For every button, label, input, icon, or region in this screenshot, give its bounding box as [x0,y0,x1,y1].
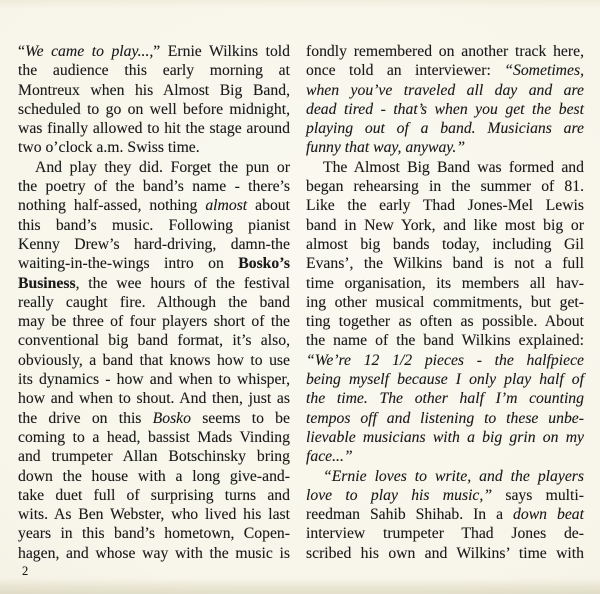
text-segment: ” Ernie Wilkins told [153,43,290,60]
text-segment: Bosko [152,409,191,427]
text-segment: love to play his music,” [306,486,493,504]
text-line [306,331,584,350]
text-line [18,61,290,80]
text-segment: Kenny Drew’s hard-driving, damn-the [18,235,290,253]
text-line [18,486,290,505]
text-segment: We came to play..., [24,43,154,60]
text-line [306,177,584,196]
text-line [306,467,584,486]
text-segment: tempos off and listening to these unbe- [306,409,584,427]
text-segment: about [247,197,291,215]
text-line [306,351,584,370]
text-segment: time organisation, its members all hav- [306,274,584,292]
text-line [18,409,290,428]
text-segment: , the wee hours of the festival [75,274,290,292]
text-line [306,81,584,100]
text-segment: the name of the band Wilkins explained: [306,332,584,350]
text-segment: take duet full of surprising turns and [18,486,290,504]
text-line [306,524,584,543]
text-segment: years in this band’s hometown, Copen- [18,525,290,543]
text-segment: once told an interviewer: [306,62,505,80]
text-segment: wits. As Ben Webster, who lived his last [18,506,290,524]
text-line [18,331,290,350]
text-line [306,312,584,331]
text-segment: Bosko’s [238,255,290,273]
text-line [306,389,584,408]
text-column-left [18,42,290,563]
text-line [306,447,584,466]
text-segment: face...” [306,448,353,466]
text-segment: seems to be [190,409,290,427]
text-line [18,100,290,119]
text-line [18,467,290,486]
text-segment: Evans’, the Wilkins band is not a full [306,255,584,273]
text-line [18,216,290,235]
text-line [306,274,584,293]
text-segment: and trumpeter Allan Botschinsky bring [18,448,290,466]
text-line [18,447,290,466]
text-segment: reedman Sahib Shihab. In a [306,506,514,524]
text-line [306,293,584,312]
text-segment: scheduled to go on well before midnight, [18,100,290,118]
text-line [18,293,290,312]
text-segment: Business [18,274,76,292]
text-segment: “ [18,43,25,60]
text-segment: when you’ve traveled all day and are [306,81,584,99]
text-segment: down the house with a long give-and- [18,467,290,485]
text-segment: And play they did. Forget the pun or [35,158,290,176]
text-line [18,274,290,293]
text-segment: down beat [513,506,584,524]
text-line [306,486,584,505]
text-line [306,138,584,157]
text-segment: almost [205,197,248,215]
text-segment: interview trumpeter Thad Jones de- [306,525,584,543]
text-line [306,409,584,428]
text-line [18,389,290,408]
text-line [18,312,290,331]
text-segment: coming to a head, bassist Mads Vinding [18,428,290,446]
text-line [18,505,290,524]
text-segment: scribed his own and Wilkins’ time with [306,544,584,562]
text-segment: its dynamics - how and when to whisper, [18,371,290,389]
text-line [306,428,584,447]
text-column-right [306,42,584,563]
text-line [306,235,584,254]
text-segment: “Sometimes, [504,62,584,80]
text-segment: being myself because I only play half of [306,371,584,389]
text-line [306,42,584,61]
text-segment: “We’re 12 1/2 pieces - the halfpiece [306,351,584,369]
text-segment: The Almost Big Band was formed and [323,158,584,176]
text-segment: fondly remembered on another track here, [306,43,584,60]
text-line [18,544,290,563]
text-segment: the audience this early morning at [18,62,290,80]
text-line [18,254,290,273]
text-line [306,505,584,524]
text-segment: two o’clock a.m. Swiss time. [18,139,200,157]
text-segment: band in New York, and like most big or [306,216,584,234]
text-line [18,235,290,254]
text-segment: obviously, a band that knows how to use [18,351,290,369]
text-segment: dead tired - that’s when you get the best [306,100,584,118]
text-segment: the poetry of the band’s name - there’s [18,178,290,196]
text-segment: nothing half-assed, nothing [18,197,206,215]
text-segment: began rehearsing in the summer of 81. [306,178,584,196]
text-line [306,100,584,119]
text-segment: hagen, and whose way with the music is [18,544,290,562]
text-segment: waiting-in-the-wings intro on [18,255,239,273]
text-line [306,216,584,235]
text-segment: really caught fire. Although the band [18,293,290,311]
text-segment: lievable musicians with a big grin on my [306,428,584,446]
text-segment: playing out of a band. Musicians are [306,120,584,138]
text-line [18,81,290,100]
text-line [306,370,584,389]
text-segment: the time. The other half I’m counting [306,390,584,408]
text-line [306,61,584,80]
text-line [18,42,290,61]
text-segment: ing other musical commitments, but get- [306,293,584,311]
text-segment: Montreux when his Almost Big Band, [18,81,290,99]
text-segment: may be three of four players short of the [18,313,290,331]
text-line [18,351,290,370]
text-segment: Like the early Thad Jones-Mel Lewis [306,197,584,215]
text-line [18,138,290,157]
text-line [306,544,584,563]
text-line [18,119,290,138]
text-segment: says multi- [492,486,584,504]
text-line [306,196,584,215]
text-line [18,524,290,543]
text-line [18,177,290,196]
text-segment: funny that way, anyway.” [306,139,466,157]
text-segment: ting together as often as possible. About [306,313,584,331]
text-segment: how and when to shout. And then, just as [18,390,290,408]
text-segment: was finally allowed to hit the stage around [18,120,290,138]
text-segment: conventional big band format, it’s also, [18,332,290,350]
text-segment: this band’s music. Following pianist [18,216,290,234]
text-line [306,158,584,177]
text-line [18,370,290,389]
text-line [18,158,290,177]
text-line [306,119,584,138]
text-line [18,196,290,215]
text-segment: the drive on this [18,409,153,427]
text-line [306,254,584,273]
text-segment: “Ernie loves to write, and the players [323,467,584,485]
text-line [18,428,290,447]
text-segment: almost big bands today, including Gil [306,235,584,253]
page-number: 2 [22,564,29,578]
